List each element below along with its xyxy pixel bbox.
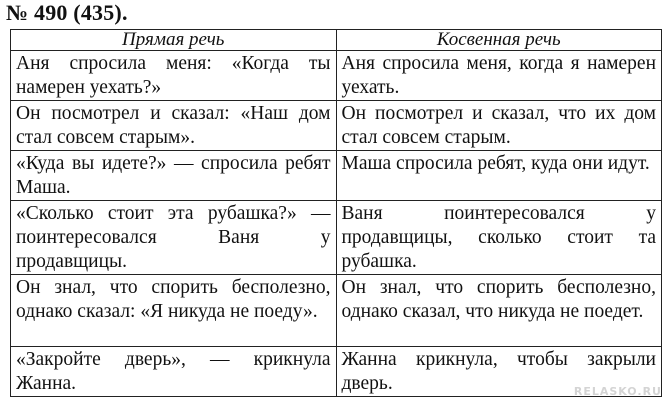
table-row bbox=[11, 275, 662, 347]
indirect-speech-cell bbox=[336, 201, 662, 275]
table-row bbox=[11, 347, 662, 397]
indirect-speech-text: Он посмотрел и сказал, что их дом стал совсем старым. bbox=[341, 103, 656, 148]
indirect-speech-cell bbox=[336, 151, 662, 201]
table-row bbox=[11, 151, 662, 201]
indirect-speech-text: Жанна крикнула, чтобы закрыли дверь. bbox=[341, 349, 656, 394]
direct-speech-text: «Куда вы идете?» — спросила ребят Маша. bbox=[16, 153, 331, 198]
table-row bbox=[11, 51, 662, 101]
table-row bbox=[11, 101, 662, 151]
direct-speech-cell bbox=[11, 347, 337, 397]
indirect-speech-text: Он знал, что спорить бесполезно, однако сказал, что никуда не поедет. bbox=[341, 277, 656, 322]
indirect-speech-cell bbox=[336, 275, 662, 347]
direct-speech-text: «Закройте дверь», — крикнула Жанна. bbox=[16, 349, 331, 394]
table-header-row bbox=[11, 30, 662, 51]
direct-speech-text: Он посмотрел и сказал: «Наш дом стал совсем старым». bbox=[16, 103, 331, 148]
speech-table bbox=[10, 29, 662, 397]
direct-speech-cell bbox=[11, 151, 337, 201]
site-watermark: RELASKO.RU bbox=[573, 385, 662, 398]
indirect-speech-text: Аня спросила меня, когда я намерен уехать. bbox=[341, 53, 656, 98]
direct-speech-cell bbox=[11, 201, 337, 275]
direct-speech-cell bbox=[11, 51, 337, 101]
direct-speech-text: Он знал, что спорить бесполезно, однако сказал: «Я никуда не поеду». bbox=[16, 277, 331, 322]
table-row bbox=[11, 201, 662, 275]
indirect-speech-text: Маша спросила ребят, куда они идут. bbox=[341, 153, 650, 174]
header-indirect-speech: Косвенная речь bbox=[336, 30, 662, 51]
header-direct-speech: Прямая речь bbox=[11, 30, 337, 51]
direct-speech-text: Аня спросила меня: «Когда ты намерен уехать?» bbox=[16, 53, 331, 98]
direct-speech-text: «Сколько стоит эта рубашка?» — поинтересовался Ваня у продавщицы. bbox=[16, 203, 331, 272]
direct-speech-cell bbox=[11, 275, 337, 347]
indirect-speech-cell bbox=[336, 101, 662, 151]
indirect-speech-text: Ваня поинтересовался у продавщицы, сколько стоит та рубашка. bbox=[341, 203, 656, 272]
direct-speech-cell bbox=[11, 101, 337, 151]
indirect-speech-cell bbox=[336, 51, 662, 101]
exercise-title: № 490 (435). bbox=[6, 0, 128, 25]
